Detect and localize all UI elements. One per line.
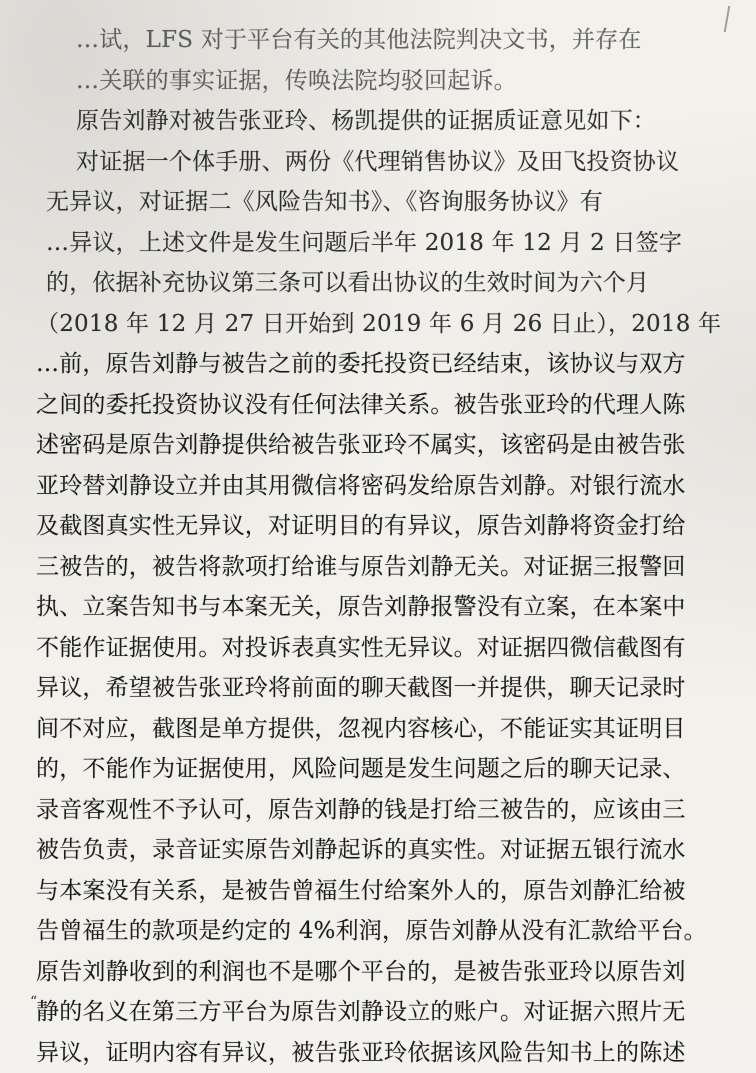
document-body bbox=[36, 20, 736, 1073]
text-line: 原告刘静收到的利润也不是哪个平台的，是被告张亚玲以原告刘 bbox=[36, 952, 736, 993]
text-line: 无异议，对证据二《风险告知书》、《咨询服务协议》有 bbox=[36, 182, 736, 223]
text-line: 及截图真实性无异议，对证明目的有异议，原告刘静将资金打给 bbox=[36, 506, 736, 547]
text-line: 静的名义在第三方平台为原告刘静设立的账户。对证据六照片无 bbox=[36, 992, 736, 1033]
text-line: …前，原告刘静与被告之前的委托投资已经结束，该协议与双方 bbox=[36, 344, 736, 385]
text-line: 的，不能作为证据使用，风险问题是发生问题之后的聊天记录、 bbox=[36, 749, 736, 790]
text-line: 异议，希望被告张亚玲将前面的聊天截图一并提供，聊天记录时 bbox=[36, 668, 736, 709]
text-line: 间不对应，截图是单方提供，忽视内容核心，不能证实其证明目 bbox=[36, 709, 736, 750]
text-line: 录音客观性不予认可，原告刘静的钱是打给三被告的，应该由三 bbox=[36, 790, 736, 831]
text-line: 不能作证据使用。对投诉表真实性无异议。对证据四微信截图有 bbox=[36, 628, 736, 669]
text-line: 原告刘静对被告张亚玲、杨凯提供的证据质证意见如下： bbox=[36, 101, 736, 142]
text-line: （2018 年 12 月 27 日开始到 2019 年 6 月 26 日止），2018 年 bbox=[36, 304, 736, 345]
text-line: 之间的委托投资协议没有任何法律关系。被告张亚玲的代理人陈 bbox=[36, 385, 736, 426]
text-line: …关联的事实证据，传唤法院均驳回起诉。 bbox=[36, 61, 736, 102]
text-line: …试，LFS 对于平台有关的其他法院判决文书，并存在 bbox=[36, 20, 736, 61]
text-line: 对证据一个体手册、两份《代理销售协议》及田飞投资协议 bbox=[36, 142, 736, 183]
text-line: 执、立案告知书与本案无关，原告刘静报警没有立案，在本案中 bbox=[36, 587, 736, 628]
text-line: 被告负责，录音证实原告刘静起诉的真实性。对证据五银行流水 bbox=[36, 830, 736, 871]
text-line: 异议，证明内容有异议，被告张亚玲依据该风险告知书上的陈述 bbox=[36, 1033, 736, 1073]
text-line: 与本案没有关系，是被告曾福生付给案外人的，原告刘静汇给被 bbox=[36, 871, 736, 912]
text-line: 亚玲替刘静设立并由其用微信将密码发给原告刘静。对银行流水 bbox=[36, 466, 736, 507]
text-line: 告曾福生的款项是约定的 4%利润，原告刘静从没有汇款给平台。 bbox=[36, 911, 736, 952]
page-bottom-mark: “ bbox=[30, 994, 37, 1010]
text-line: 三被告的，被告将款项打给谁与原告刘静无关。对证据三报警回 bbox=[36, 547, 736, 588]
text-line: 述密码是原告刘静提供给被告张亚玲不属实，该密码是由被告张 bbox=[36, 425, 736, 466]
text-line: 的，依据补充协议第三条可以看出协议的生效时间为六个月 bbox=[36, 263, 736, 304]
text-line: …异议，上述文件是发生问题后半年 2018 年 12 月 2 日签字 bbox=[36, 223, 736, 264]
